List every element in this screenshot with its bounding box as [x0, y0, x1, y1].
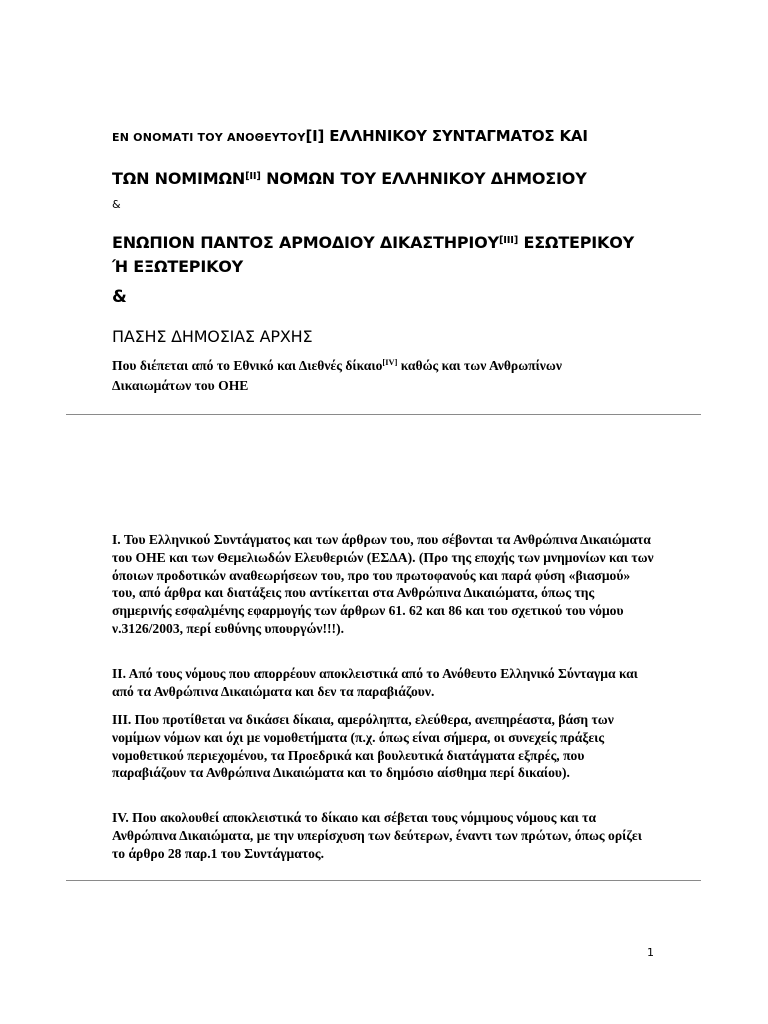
- subtitle-text-a: Που διέπεται από το Εθνικό και Διεθνές δίκαιο: [112, 358, 383, 373]
- ampersand-large: &: [112, 287, 127, 307]
- title-line-2: [112, 169, 587, 188]
- footnote-ref-2[interactable]: [II]: [245, 170, 261, 182]
- page-number: 1: [647, 946, 654, 959]
- title-line-4: Ή ΕΞΩΤΕΡΙΚΟΥ: [112, 257, 244, 276]
- title-line-1: [112, 127, 588, 145]
- subtitle-line-1: [112, 358, 562, 374]
- separator-top: [66, 414, 701, 415]
- footnote-1: Ι. Του Ελληνικού Συντάγματος και των άρθρων του, που σέβονται τα Ανθρώπινα Δικαιώματα του ΟΗΕ και των Θεμελιωδών Ελευθεριών (ΕΣΔΑ). (Προ της εποχής των μνημονίων και των όποιων προδοτικών αναθεωρήσεων του, προ του πρωτοφανούς και παρά φύση «βιασμού» του, από άρθρα και διατάξεις που αντίκειται στα Ανθρώπινα Δικαιώματα, όπως της σημερινής εσφαλμένης εφαρμογής των άρθρων 61. 62 και 86 και του σχετικού του νόμου ν.3126/2003, περί ευθύνης υπουργών!!!).: [112, 532, 654, 636]
- title-line-2-rest: ΝΟΜΩΝ ΤΟΥ ΕΛΛΗΝΙΚΟΥ ΔΗΜΟΣΙΟΥ: [260, 169, 587, 188]
- title-line-2-start: ΤΩΝ ΝΟΜΙΜΩΝ: [112, 169, 246, 188]
- title-line-3-start: ΕΝΩΠΙΟΝ ΠΑΝΤΟΣ ΑΡΜΟΔΙΟΥ ΔΙΚΑΣΤΗΡΙΟΥ: [112, 233, 499, 252]
- footnote-4: IV. Που ακολουθεί αποκλειστικά το δίκαιο και σέβεται τους νόμιμους νόμους και τα Ανθρώπινα Δικαιώματα, με την υπερίσχυση των δεύτερων, έναντι των πρώτων, όπως ορίζει το άρθρο 28 παρ.1 του Συντάγματος.: [112, 810, 642, 861]
- title-line-5: ΠΑΣΗΣ ΔΗΜΟΣΙΑΣ ΑΡΧΗΣ: [112, 327, 313, 346]
- separator-bottom: [66, 880, 701, 881]
- ampersand-small: &: [112, 198, 121, 211]
- title-line-3-rest: ΕΣΩΤΕΡΙΚΟΥ: [518, 233, 635, 252]
- footnote-ref-4[interactable]: [IV]: [382, 357, 398, 368]
- subtitle-line-2: Δικαιωμάτων του ΟΗΕ: [112, 378, 249, 393]
- footnote-ref-1[interactable]: [Ι]: [305, 127, 325, 145]
- title-line-1-rest: ΕΛΛΗΝΙΚΟΥ ΣΥΝΤΑΓΜΑΤΟΣ ΚΑΙ: [324, 127, 588, 145]
- footnote-2: ΙΙ. Από τους νόμους που απορρέουν αποκλειστικά από το Ανόθευτο Ελληνικό Σύνταγμα και από τα Ανθρώπινα Δικαιώματα και δεν τα παραβιάζουν.: [112, 666, 638, 699]
- title-line-3: [112, 233, 634, 252]
- footnote-3: ΙΙΙ. Που προτίθεται να δικάσει δίκαια, αμερόληπτα, ελεύθερα, ανεπηρέαστα, βάση των νομίμων νόμων και όχι με νομοθετήματα (π.χ. όπως είναι σήμερα, οι συνεχείς πράξεις νομοθετικού περιεχομένου, τα Προεδρικά και βουλευτικά διατάγματα εξπρές, που παραβιάζουν τα Ανθρώπινα Δικαιώματα και το δημόσιο αίσθημα περί δικαίου).: [112, 712, 614, 781]
- footnote-ref-3[interactable]: [III]: [498, 234, 519, 246]
- subtitle-text-b: καθώς και των Ανθρωπίνων: [397, 358, 562, 373]
- title-line-1-small: ΕΝ ΟΝΟΜΑΤΙ ΤΟΥ ΑΝΟΘΕΥΤΟΥ: [112, 131, 306, 144]
